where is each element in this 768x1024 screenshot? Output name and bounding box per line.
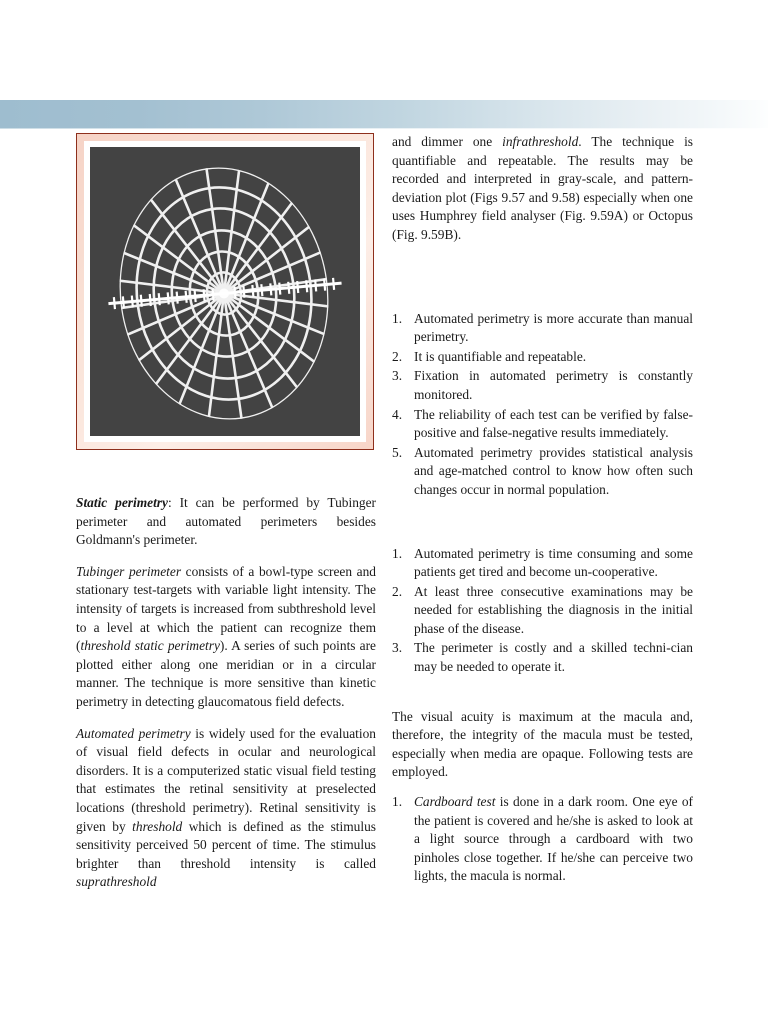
list-item: [392, 348, 693, 367]
automated-body-1: is widely used for the evaluation of visual field defects in ocular and neurological disorders. It is a computerized static visual field testing that estimates the retinal sensitivity at preselected locations (threshold perimetry). Retinal sensitivity is given by: [76, 725, 376, 834]
list-item-text: At least three consecutive examinations may be needed for establishing the diagnosis in the initial phase of the disease.: [414, 583, 693, 636]
tubinger-body-1: consists of a bowl-type screen and stationary test-targets with variable light intensity. The intensity of targets is increased from subthreshold level to a level at which the patient can recognize them (: [76, 563, 376, 654]
term-cardboard-test: Cardboard test: [414, 794, 496, 810]
list-item: [392, 406, 693, 443]
right-column: [392, 133, 693, 887]
figure-mat: [84, 141, 366, 442]
advantages-spacer: [392, 258, 693, 310]
disadvantages-list: [392, 545, 693, 677]
term-automated-perimetry: Automated perimetry: [76, 725, 191, 741]
fixation-point: [219, 288, 229, 298]
list-item: [392, 583, 693, 639]
list-item-text: Fixation in automated perimetry is constantly monitored.: [414, 368, 693, 402]
perimetry-polar-grid-icon: [90, 147, 360, 436]
decorative-header-band: [0, 100, 768, 128]
list-item-text: Automated perimetry is time consuming and some patients get tired and become un-cooperative.: [414, 545, 693, 580]
figure-text-spacer: [76, 450, 376, 494]
macula-tests-list: [392, 793, 693, 886]
disadvantages-spacer: [392, 501, 693, 545]
paragraph-infrathreshold: [392, 133, 693, 245]
term-threshold: threshold: [132, 818, 183, 834]
term-static-perimetry: Static perimetry: [76, 495, 168, 510]
list-item-text: It is quantifiable and repeatable.: [414, 348, 587, 364]
paragraph-tubinger-perimeter: [76, 563, 376, 712]
paragraph-automated-perimetry: [76, 725, 376, 892]
term-threshold-static-perimetry: threshold static perimetry: [80, 638, 220, 654]
list-item: [392, 793, 693, 886]
list-item-text: Automated perimetry provides statistical analysis and age-matched control to know how often such changes occur in normal population.: [414, 444, 693, 497]
paragraph-macula-intro: [392, 708, 693, 782]
macula-intro-text: The visual acuity is maximum at the macula and, therefore, the integrity of the macula must be tested, especially when media are opaque. Following tests are employed.: [392, 708, 693, 780]
paragraph-static-perimetry: [76, 494, 376, 550]
list-item: [392, 310, 693, 347]
static-perimetry-colon: :: [167, 495, 172, 510]
tubinger-body-2: ). A series of such points are plotted either along one meridian or in a circular manner. The technique is more sensitive than kinetic perimetry in detecting glaucomatous field defects.: [76, 638, 376, 709]
term-suprathreshold: suprathreshold: [76, 874, 157, 890]
list-item: [392, 444, 693, 500]
infrathreshold-body-1: and dimmer one: [392, 134, 503, 149]
advantages-list: [392, 310, 693, 500]
list-item-text: The perimeter is costly and a skilled techni-cian may be needed to operate it.: [414, 640, 693, 675]
list-item: [392, 545, 693, 582]
list-item: [392, 639, 693, 676]
list-item: [392, 367, 693, 404]
static-perimetry-body: It can be performed by Tubinger perimeter and automated perimeters besides Goldmann's perimeter.: [76, 495, 376, 548]
macula-spacer: [392, 678, 693, 708]
decorative-header-hairline: [0, 128, 768, 129]
list-item-text: is done in a dark room. One eye of the patient is covered and he/she is asked to look at a light source through a cardboard with two pinholes close together. If he/she can perceive two lights, the macula is normal.: [414, 794, 693, 884]
left-column: [76, 133, 376, 905]
automated-body-2: which is defined as the stimulus sensitivity perceived 50 percent of time. The stimulus brighter than threshold intensity is called: [76, 818, 376, 871]
term-tubinger-perimeter: Tubinger perimeter: [76, 563, 182, 579]
perimetry-chart-plate: [90, 147, 360, 436]
infrathreshold-body-2: . The technique is quantifiable and repeatable. The results may be recorded and interpreted in gray-scale, and pattern-deviation plot (Figs 9.57 and 9.58) especially when one uses Humphrey field analyser (Fig. 9.59A) or Octopus (Fig. 9.59B).: [392, 134, 693, 242]
list-item-text: Automated perimetry is more accurate than manual perimetry.: [414, 310, 693, 345]
list-item-text: The reliability of each test can be verified by false-positive and false-negative results immediately.: [414, 406, 693, 441]
perimetry-figure-frame: [76, 133, 374, 450]
term-infrathreshold: infrathreshold: [502, 134, 579, 149]
